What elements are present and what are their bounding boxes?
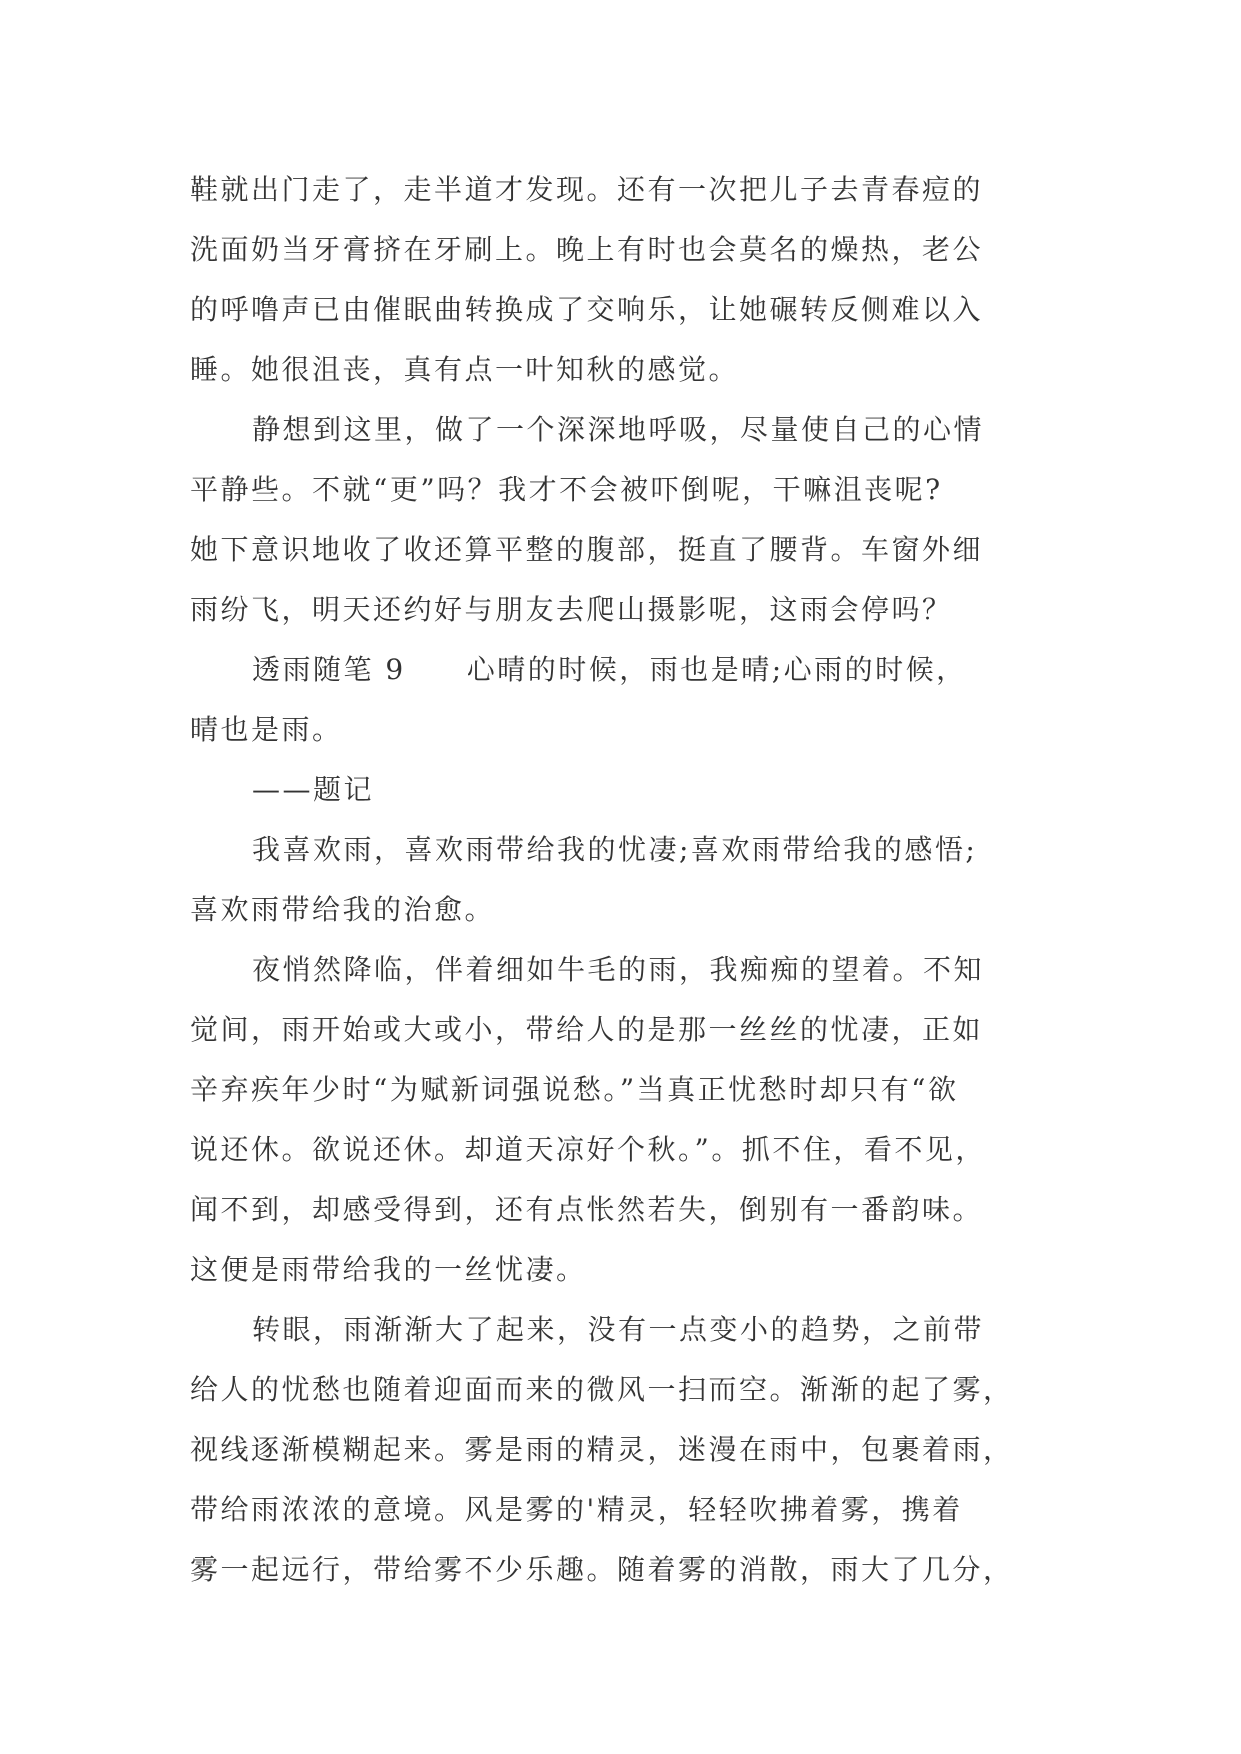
text-line: 觉间，雨开始或大或小，带给人的是那一丝丝的忧凄，正如 bbox=[190, 1013, 984, 1046]
text-line: 雾一起远行，带给雾不少乐趣。随着雾的消散，雨大了几分， bbox=[190, 1553, 1014, 1586]
text-line: 给人的忧愁也随着迎面而来的微风一扫而空。渐渐的起了雾， bbox=[190, 1373, 1014, 1406]
text-line: 喜欢雨带给我的治愈。 bbox=[190, 893, 496, 926]
text-line: 的呼噜声已由催眠曲转换成了交响乐，让她碾转反侧难以入 bbox=[190, 293, 984, 326]
text-line: 闻不到，却感受得到，还有点怅然若失，倒别有一番韵味。 bbox=[190, 1193, 984, 1226]
text-line: 夜悄然降临，伴着细如牛毛的雨，我痴痴的望着。不知 bbox=[252, 953, 985, 986]
text-line: 洗面奶当牙膏挤在牙刷上。晚上有时也会莫名的燥热，老公 bbox=[190, 233, 984, 266]
text-line: 说还休。欲说还休。却道天凉好个秋。”。抓不住，看不见， bbox=[190, 1133, 986, 1166]
text-line: 辛弃疾年少时“为赋新词强说愁。”当真正忧愁时却只有“欲 bbox=[190, 1073, 959, 1106]
text-line: 转眼，雨渐渐大了起来，没有一点变小的趋势，之前带 bbox=[252, 1313, 985, 1346]
text-line: 带给雨浓浓的意境。风是雾的'精灵，轻轻吹拂着雾，携着 bbox=[190, 1493, 963, 1526]
text-line: 平静些。不就“更”吗？我才不会被吓倒呢，干嘛沮丧呢? bbox=[190, 473, 943, 506]
text-line: 雨纷飞，明天还约好与朋友去爬山摄影呢，这雨会停吗？ bbox=[190, 593, 953, 626]
text-line: 她下意识地收了收还算平整的腹部，挺直了腰背。车窗外细 bbox=[190, 533, 984, 566]
text-line: 这便是雨带给我的一丝忧凄。 bbox=[190, 1253, 587, 1286]
document-body bbox=[190, 160, 1056, 1600]
text-line: ——题记 bbox=[252, 773, 375, 806]
text-line: 晴也是雨。 bbox=[190, 713, 343, 746]
text-line: 透雨随笔 9 心晴的时候，雨也是晴;心雨的时候， bbox=[252, 653, 967, 686]
text-line: 鞋就出门走了，走半道才发现。还有一次把儿子去青春痘的 bbox=[190, 173, 984, 206]
text-line: 静想到这里，做了一个深深地呼吸，尽量使自己的心情 bbox=[252, 413, 985, 446]
text-line: 睡。她很沮丧，真有点一叶知秋的感觉。 bbox=[190, 353, 740, 386]
text-line: 视线逐渐模糊起来。雾是雨的精灵，迷漫在雨中，包裹着雨， bbox=[190, 1433, 1014, 1466]
text-line: 我喜欢雨，喜欢雨带给我的忧凄;喜欢雨带给我的感悟; bbox=[252, 833, 978, 866]
